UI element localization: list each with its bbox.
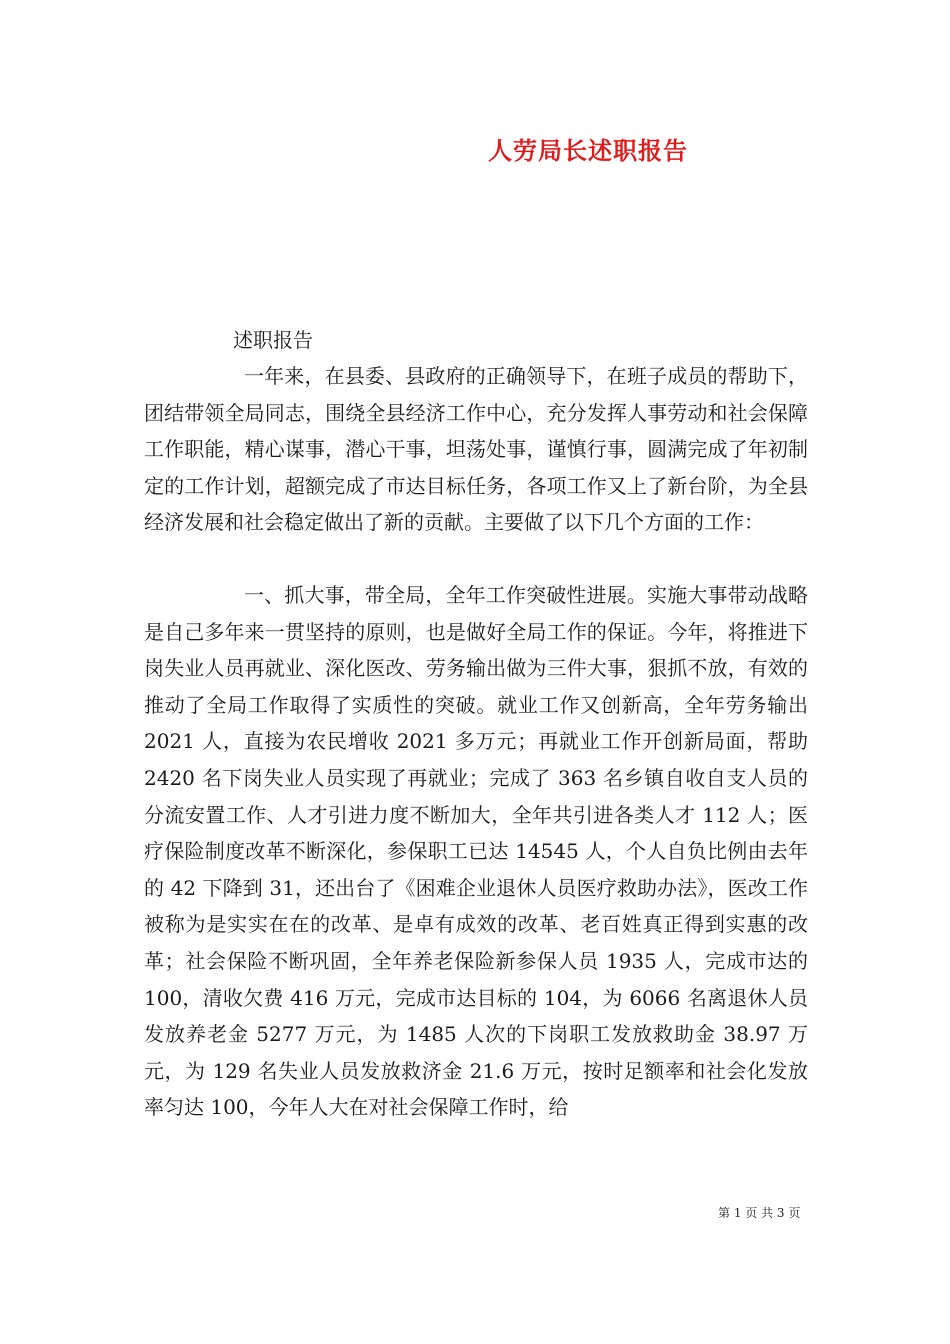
body-paragraph-section-1: 一、抓大事，带全局，全年工作突破性进展。实施大事带动战略是自己多年来一贯坚持的原则，也是做好全局工作的保证。今年，将推进下岗失业人员再就业、深化医改、劳务输出做为三件大事，狠抓不放，有效的推动了全局工作取得了实质性的突破。就业工作又创新高，全年劳务输出 2021 人，直接为农民增收 2021 多万元；再就业工作开创新局面，帮助 2420 名下岗失业人员实现了再就业；完成了 363 名乡镇自收自支人员的分流安置工作、人才引进力度不断加大，全年共引进各类人才 112 人；医疗保险制度改革不断深化，参保职工已达 14545 人，个人自负比例由去年的 42 下降到 31，还出台了《困难企业退休人员医疗救助办法》，医改工作被称为是实实在在的改革、是卓有成效的改革、老百姓真正得到实惠的改革；社会保险不断巩固，全年养老保险新参保人员 1935 人，完成市达的 100，清收欠费 416 万元，完成市达目标的 104，为 6066 名离退休人员发放养老金 5277 万元，为 1485 人次的下岗职工发放救助金 38.97 万元，为 129 名失业人员发放救济金 21.6 万元，按时足额率和社会化发放率匀达 100，今年人大在对社会保障工作时，给 — [144, 583, 808, 1120]
section-heading: 述职报告 — [233, 328, 313, 352]
document-title: 人劳局长述职报告 — [488, 137, 688, 165]
body-paragraph-intro: 一年来，在县委、县政府的正确领导下，在班子成员的帮助下，团结带领全局同志，围绕全县经济工作中心，充分发挥人事劳动和社会保障工作职能，精心谋事，潜心干事，坦荡处事，谨慎行事，圆满完成了年初制定的工作计划，超额完成了市达目标任务，各项工作又上了新台阶，为全县经济发展和社会稳定做出了新的贡献。主要做了以下几个方面的工作： — [144, 364, 808, 535]
page-number-footer: 第 1 页 共 3 页 — [718, 1206, 801, 1220]
